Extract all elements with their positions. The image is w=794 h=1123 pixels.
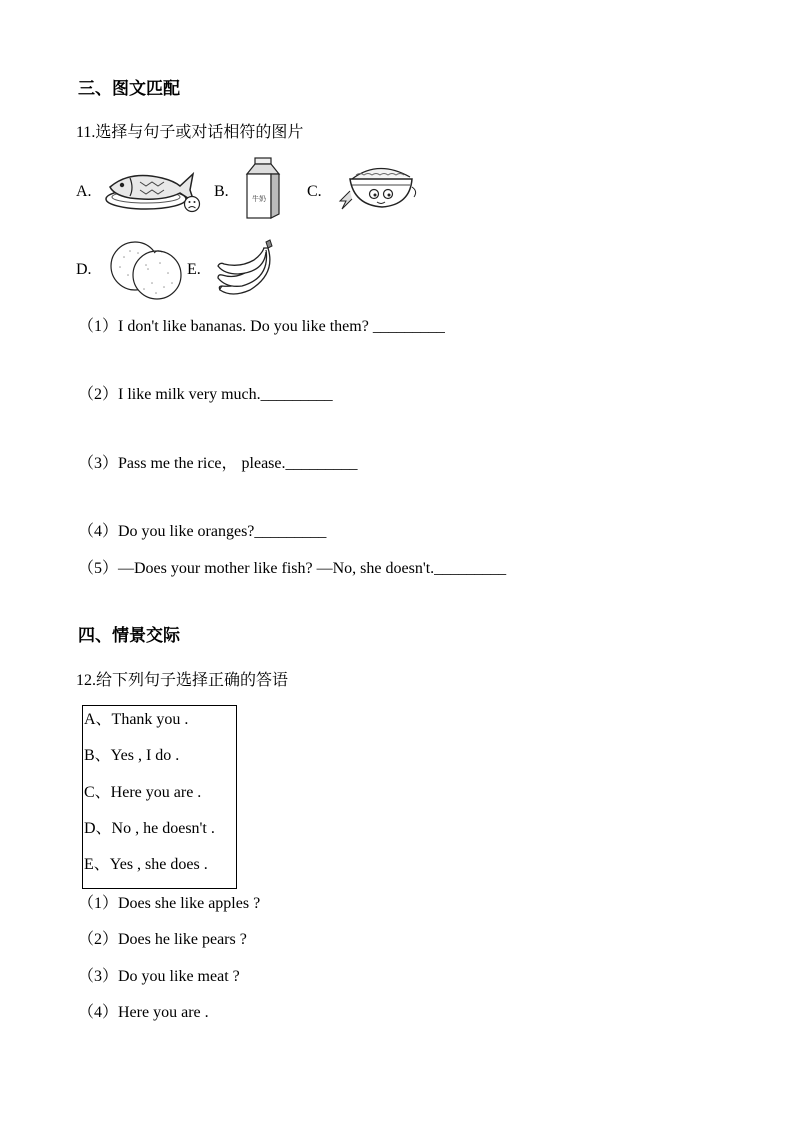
option-a-label: A. [76,183,92,200]
milk-carton-text: 牛奶 [252,195,266,203]
fish-on-plate-icon [100,162,205,221]
bananas-icon [214,238,280,305]
section-4-title: 四、情景交际 [78,626,180,645]
option-c-label: C. [307,183,322,200]
option-e-label: E. [187,261,201,278]
option-d-label: D. [76,261,92,278]
q11-item-5: （5）—Does your mother like fish? —No, she doesn't._________ [78,560,507,577]
answer-option-a: A、Thank you . [84,711,189,728]
oranges-icon [108,239,184,306]
option-b-label: B. [214,183,229,200]
rice-bowl-icon [338,157,420,224]
q11-item-4: （4）Do you like oranges?_________ [78,523,327,540]
q12-item-4: （4）Here you are . [78,1004,209,1021]
q12-item-3: （3）Do you like meat ? [78,968,240,985]
q12-item-2: （2）Does he like pears ? [78,931,247,948]
q11-item-3: （3）Pass me the rice， please._________ [78,455,358,472]
answer-option-c: C、Here you are . [84,784,202,801]
answer-option-b: B、Yes , I do . [84,747,180,764]
milk-carton-icon [243,156,283,227]
q11-item-2: （2）I like milk very much._________ [78,386,333,403]
answer-option-d: D、No , he doesn't . [84,820,215,837]
section-3-title: 三、图文匹配 [78,79,180,98]
answer-option-e: E、Yes , she does . [84,856,208,873]
q11-item-1: （1）I don't like bananas. Do you like them? _________ [78,318,445,335]
q12-item-1: （1）Does she like apples ? [78,895,261,912]
question-12-prompt: 12.给下列句子选择正确的答语 [76,672,289,689]
question-11-prompt: 11.选择与句子或对话相符的图片 [76,124,304,141]
